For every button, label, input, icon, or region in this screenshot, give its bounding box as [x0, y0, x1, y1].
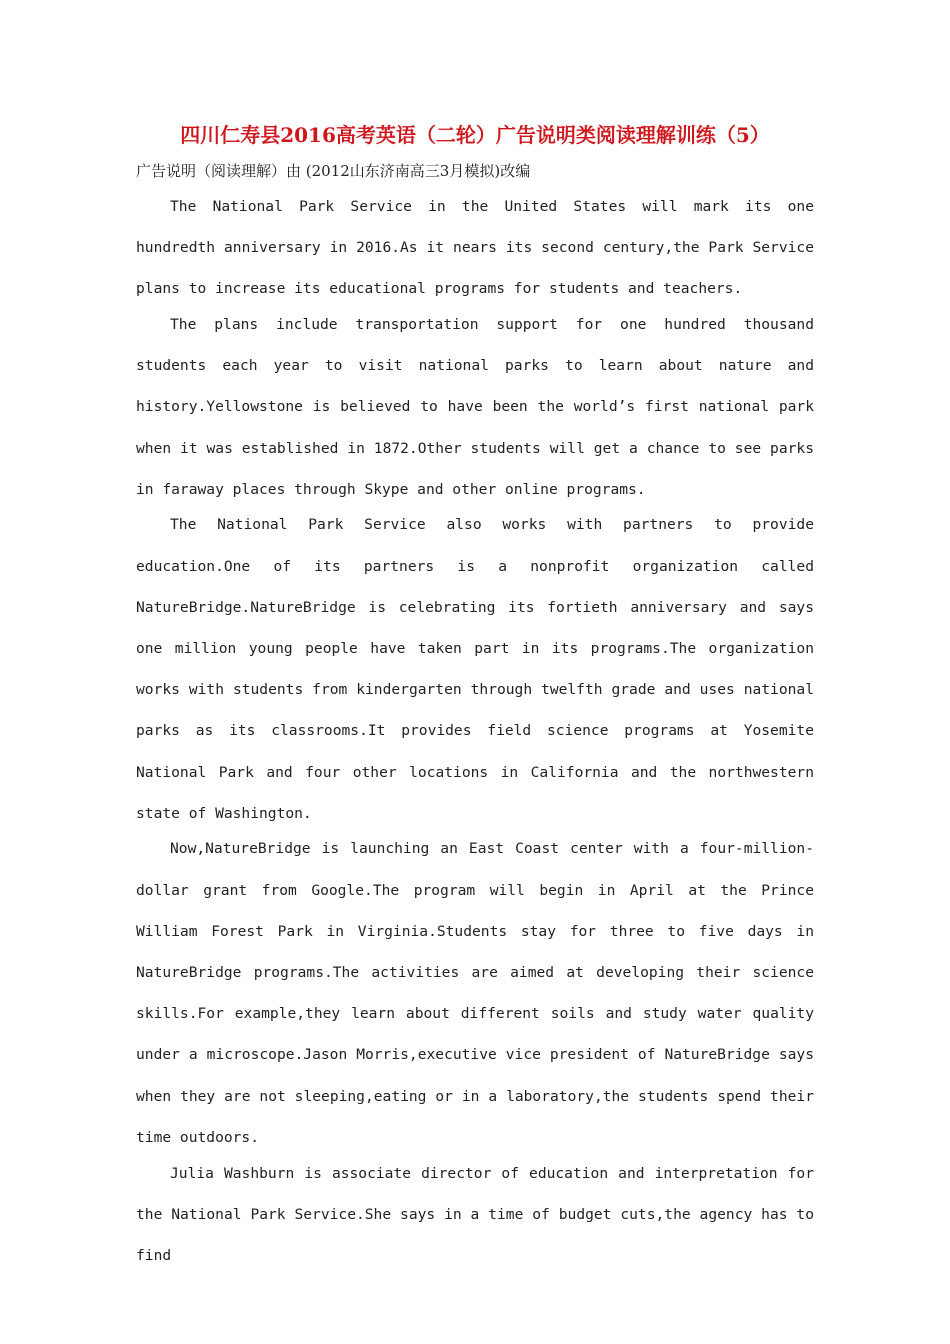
document-subtitle: 广告说明（阅读理解）由 (2012山东济南高三3月模拟)改编 [136, 162, 531, 180]
paragraph-3: The National Park Service also works with partners to provide education.One of its partners is a nonprofit organization called NatureBridge.NatureBridge is celebrating its fortieth anniversary and says one million young people have taken part in its programs.The organization works with students from kindergarten through twelfth grade and uses national parks as its classrooms.It provides field science programs at Yosemite National Park and four other locations in California and the northwestern state of Washington. [136, 516, 814, 822]
paragraph-2: The plans include transportation support for one hundred thousand students each year to visit national parks to learn about nature and history.Yellowstone is believed to have been the world’s first national park when it was established in 1872.Other students will get a chance to see parks in faraway places through Skype and other online programs. [136, 316, 814, 498]
paragraph-4: Now,NatureBridge is launching an East Coast center with a four-million-dollar grant from Google.The program will begin in April at the Prince William Forest Park in Virginia.Students stay for three to five days in NatureBridge programs.The activities are aimed at developing their science skills.For example,they learn about different soils and study water quality under a microscope.Jason Morris,executive vice president of NatureBridge says when they are not sleeping,eating or in a laboratory,the students spend their time outdoors. [136, 840, 814, 1146]
document-title: 四川仁寿县2016高考英语（二轮）广告说明类阅读理解训练（5） [180, 123, 770, 147]
paragraph-5: Julia Washburn is associate director of education and interpretation for the National Park Service.She says in a time of budget cuts,the agency has to find [136, 1164, 814, 1264]
paragraph-1: The National Park Service in the United States will mark its one hundredth anniversary in 2016.As it nears its second century,the Park Service plans to increase its educational programs for students and teachers. [136, 198, 814, 298]
article-body [136, 186, 814, 1271]
